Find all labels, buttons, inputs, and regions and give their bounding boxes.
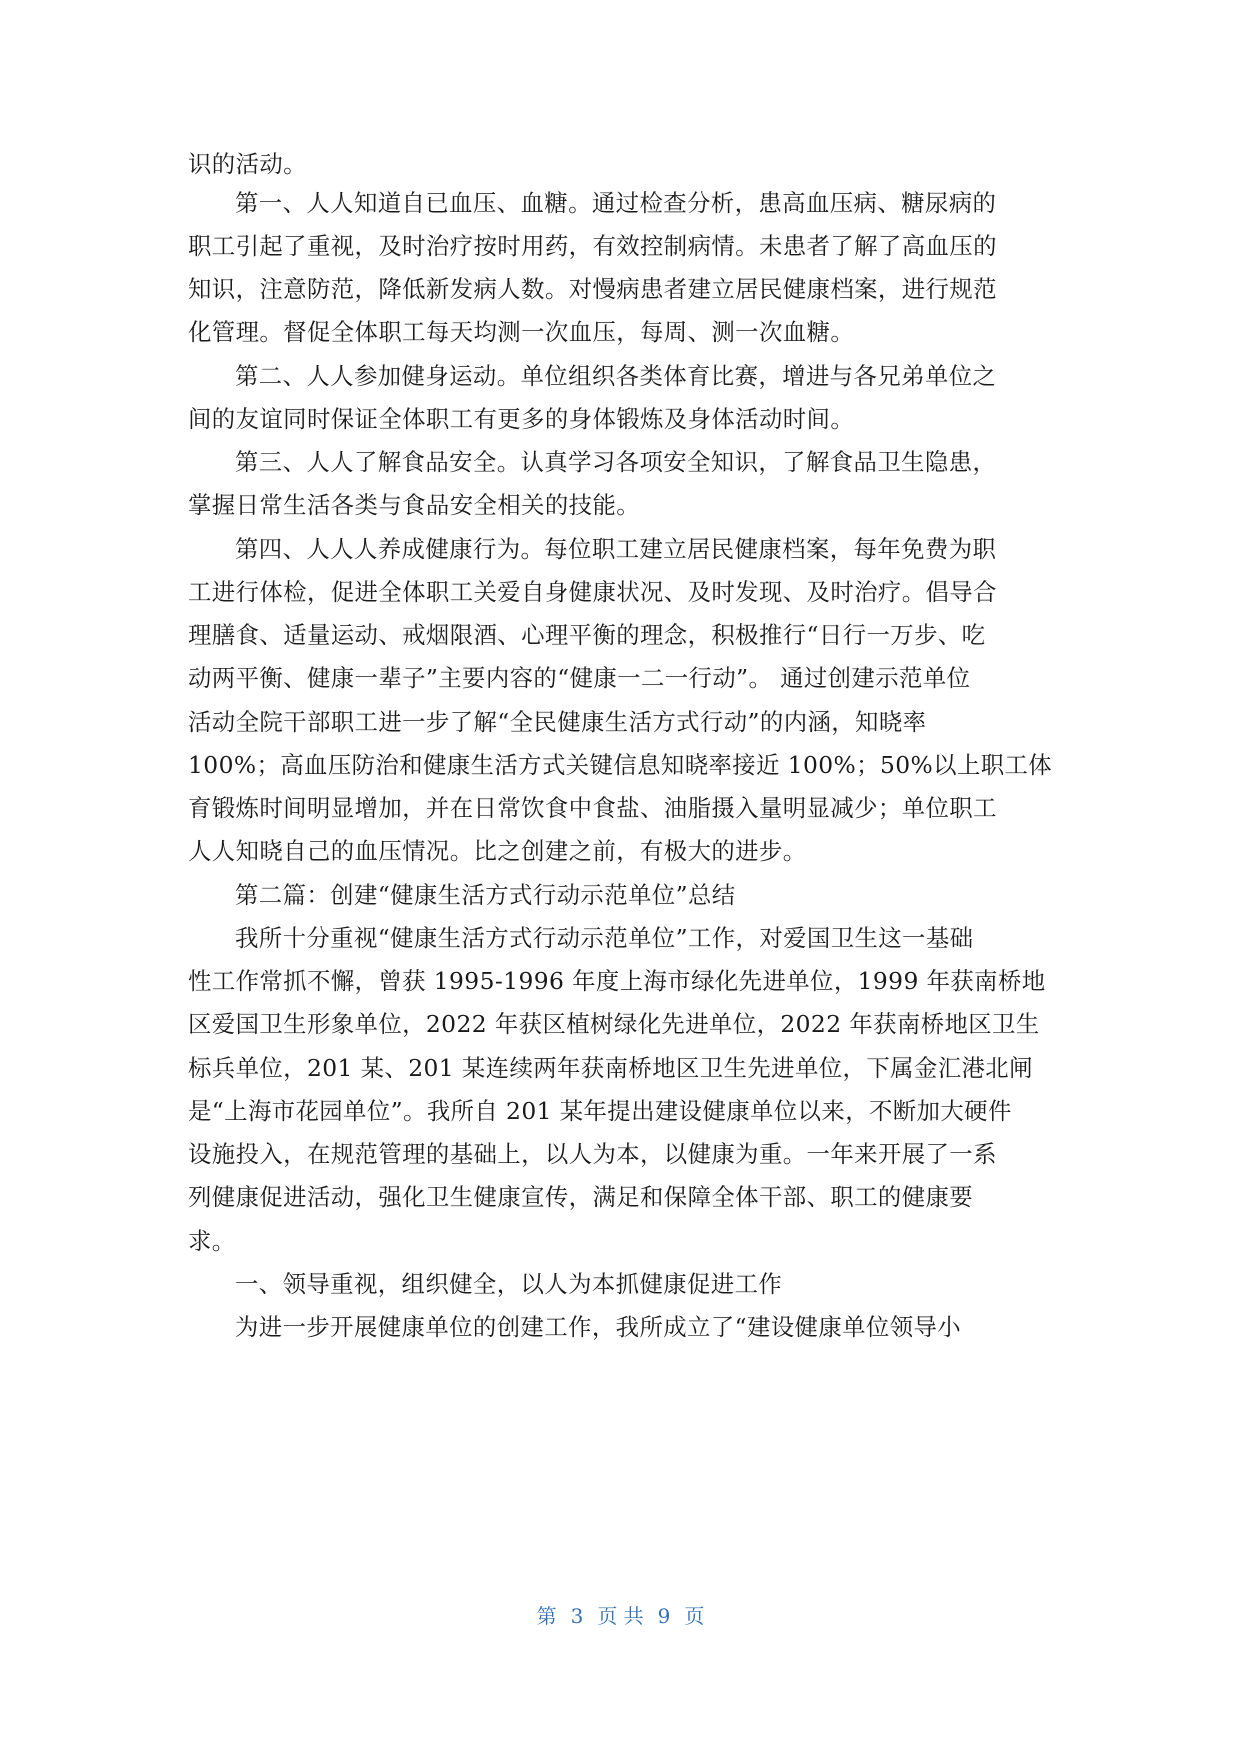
section-heading: 第二篇：创建“健康生活方式行动示范单位”总结 — [235, 881, 736, 909]
text-line: 性工作常抓不懈，曾获 1995-1996 年度上海市绿化先进单位，1999 年获南桥地 — [188, 967, 1046, 995]
text-line: 第三、人人了解食品安全。认真学习各项安全知识，了解食品卫生隐患， — [235, 448, 997, 476]
text-line: 第四、人人人养成健康行为。每位职工建立居民健康档案，每年免费为职 — [235, 535, 997, 563]
page-number-prefix: 第 — [536, 1604, 557, 1628]
text-line: 求。 — [188, 1227, 236, 1255]
text-line: 设施投入，在规范管理的基础上，以人为本，以健康为重。一年来开展了一系 — [188, 1140, 997, 1168]
text-line: 识的活动。 — [188, 150, 307, 178]
text-line: 职工引起了重视，及时治疗按时用药，有效控制病情。未患者了解了高血压的 — [188, 232, 997, 260]
text-line: 工进行体检，促进全体职工关爱自身健康状况、及时发现、及时治疗。倡导合 — [188, 578, 997, 606]
page-number-total: 9 — [657, 1604, 671, 1628]
text-line: 为进一步开展健康单位的创建工作，我所成立了“建设健康单位领导小 — [235, 1313, 962, 1341]
text-line: 第二、人人参加健身运动。单位组织各类体育比赛，增进与各兄弟单位之 — [235, 362, 997, 390]
text-line: 间的友谊同时保证全体职工有更多的身体锻炼及身体活动时间。 — [188, 405, 855, 433]
text-line: 人人知晓自己的血压情况。比之创建之前，有极大的进步。 — [188, 837, 807, 865]
page-footer — [0, 1602, 1241, 1630]
text-line: 是“上海市花园单位”。我所自 201 某年提出建设健康单位以来，不断加大硬件 — [188, 1097, 1012, 1125]
text-line: 育锻炼时间明显增加，并在日常饮食中食盐、油脂摄入量明显减少；单位职工 — [188, 794, 997, 822]
text-line: 理膳食、适量运动、戒烟限酒、心理平衡的理念，积极推行“日行一万步、吃 — [188, 621, 986, 649]
text-line: 我所十分重视“健康生活方式行动示范单位”工作，对爱国卫生这一基础 — [235, 924, 974, 952]
text-line: 动两平衡、健康一辈子”主要内容的“健康一二一行动”。 通过创建示范单位 — [188, 664, 971, 692]
subsection-heading: 一、领导重视，组织健全，以人为本抓健康促进工作 — [235, 1270, 783, 1298]
text-line: 标兵单位，201 某、201 某连续两年获南桥地区卫生先进单位，下属金汇港北闸 — [188, 1054, 1033, 1082]
page-number-current: 3 — [570, 1604, 584, 1628]
text-line: 掌握日常生活各类与食品安全相关的技能。 — [188, 491, 641, 519]
text-line: 第一、人人知道自已血压、血糖。通过检查分析，患高血压病、糖尿病的 — [235, 189, 997, 217]
text-line: 活动全院干部职工进一步了解“全民健康生活方式行动”的内涵，知晓率 — [188, 708, 927, 736]
text-line: 100%；高血压防治和健康生活方式关键信息知晓率接近 100%；50%以上职工体 — [188, 751, 1053, 779]
page-number-middle: 页 共 — [597, 1604, 644, 1628]
page-number-suffix: 页 — [684, 1604, 705, 1628]
text-line: 知识，注意防范，降低新发病人数。对慢病患者建立居民健康档案，进行规范 — [188, 275, 997, 303]
text-line: 区爱国卫生形象单位，2022 年获区植树绿化先进单位，2022 年获南桥地区卫生 — [188, 1010, 1040, 1038]
text-line: 化管理。督促全体职工每天均测一次血压，每周、测一次血糖。 — [188, 318, 855, 346]
text-line: 列健康促进活动，强化卫生健康宣传，满足和保障全体干部、职工的健康要 — [188, 1183, 974, 1211]
